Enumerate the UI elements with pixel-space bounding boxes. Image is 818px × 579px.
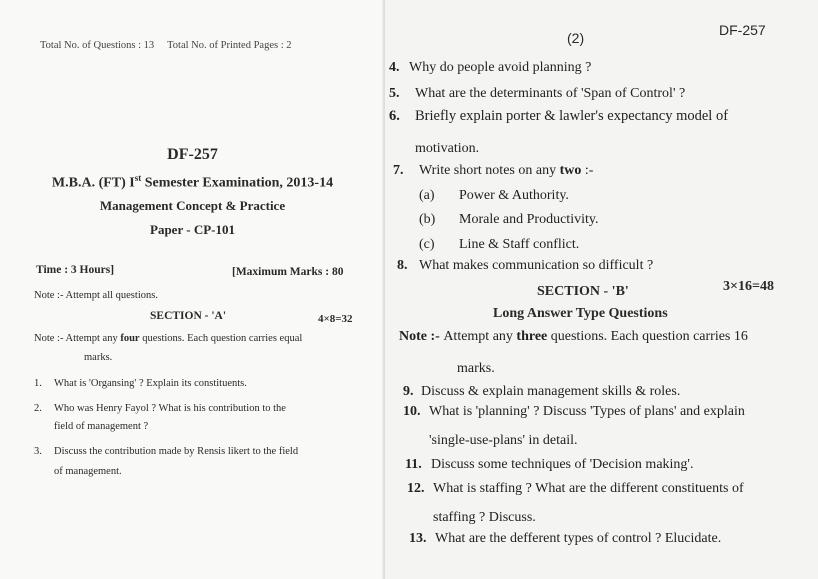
question-11 bbox=[405, 457, 693, 473]
question-text-suffix: :- bbox=[581, 163, 594, 178]
question-8 bbox=[397, 258, 653, 274]
note-text: Attempt any bbox=[443, 329, 517, 344]
subitem-b bbox=[419, 212, 598, 228]
question-text: What is 'planning' ? Discuss 'Types of plans' and explain bbox=[429, 404, 745, 419]
question-text: Discuss & explain management skills & roles. bbox=[421, 384, 681, 399]
subitem-label: (c) bbox=[419, 237, 435, 252]
section-a-note bbox=[34, 333, 302, 344]
question-1 bbox=[34, 378, 247, 389]
section-b-note-line2: marks. bbox=[457, 361, 495, 376]
question-2 bbox=[34, 403, 286, 414]
question-6 bbox=[389, 108, 728, 125]
subitem-text: Power & Authority. bbox=[459, 188, 569, 203]
section-b-heading: SECTION - 'B' bbox=[537, 284, 629, 299]
question-text: What makes communication so difficult ? bbox=[419, 258, 654, 273]
note-prefix: Note :- Attempt any bbox=[34, 333, 121, 344]
question-number: 7. bbox=[393, 163, 404, 178]
question-number: 9. bbox=[403, 384, 414, 399]
note-bold-count: four bbox=[120, 333, 140, 344]
note-suffix: questions. Each question carries equal bbox=[139, 333, 303, 344]
section-a-note-line2: marks. bbox=[84, 352, 113, 363]
question-text: Why do people avoid planning ? bbox=[409, 60, 592, 75]
note-label: Note :- bbox=[399, 329, 444, 344]
question-number: 2. bbox=[34, 403, 42, 414]
question-number: 5. bbox=[389, 86, 400, 101]
question-9 bbox=[403, 384, 680, 400]
exam-title-suffix: Semester Examination, 2013-14 bbox=[141, 175, 334, 191]
question-number: 12. bbox=[407, 481, 425, 496]
question-text: Discuss the contribution made by Rensis likert to the field bbox=[54, 446, 299, 457]
question-text: Who was Henry Fayol ? What is his contribution to the bbox=[54, 403, 286, 414]
question-number: 4. bbox=[389, 60, 400, 75]
question-2-line2: field of management ? bbox=[54, 421, 149, 432]
subitem-label: (b) bbox=[419, 212, 436, 227]
question-text: Briefly explain porter & lawler's expectancy model of bbox=[415, 108, 729, 124]
paper-code: DF-257 bbox=[167, 146, 218, 163]
question-10-line2: 'single-use-plans' in detail. bbox=[429, 433, 578, 448]
question-4 bbox=[389, 60, 591, 76]
question-text: What are the determinants of 'Span of Control' ? bbox=[415, 86, 686, 101]
section-b-marks: 3×16=48 bbox=[723, 279, 774, 294]
subitem-label: (a) bbox=[419, 188, 435, 203]
question-number: 6. bbox=[389, 108, 400, 124]
question-3 bbox=[34, 446, 298, 457]
section-a-heading: SECTION - 'A' bbox=[150, 310, 227, 322]
question-number: 11. bbox=[405, 457, 422, 472]
question-3-line2: of management. bbox=[54, 466, 122, 477]
question-text: What is staffing ? What are the different constituents of bbox=[433, 481, 744, 496]
time-label: Time : 3 Hours] bbox=[36, 264, 115, 276]
note-text-suffix: questions. Each question carries 16 bbox=[547, 329, 748, 344]
long-answer-heading: Long Answer Type Questions bbox=[493, 306, 668, 321]
subitem-c bbox=[419, 237, 579, 253]
section-a-marks: 4×8=32 bbox=[318, 313, 353, 325]
question-text: What are the defferent types of control ? Elucidate. bbox=[435, 531, 722, 546]
question-text: Write short notes on any bbox=[419, 163, 560, 178]
question-12-line2: staffing ? Discuss. bbox=[433, 510, 536, 525]
question-number: 3. bbox=[34, 446, 42, 457]
paper-number: Paper - CP-101 bbox=[150, 222, 235, 237]
exam-title-prefix: M.B.A. (FT) I bbox=[51, 175, 135, 191]
subject-title: Management Concept & Practice bbox=[99, 198, 286, 213]
question-13 bbox=[409, 531, 721, 547]
exam-title bbox=[0, 173, 385, 192]
left-page bbox=[0, 0, 385, 579]
question-5 bbox=[389, 86, 685, 102]
question-10 bbox=[403, 404, 745, 420]
paper-code-right: DF-257 bbox=[719, 22, 766, 38]
question-number: 10. bbox=[403, 404, 421, 419]
exam-title-sup: st bbox=[134, 173, 142, 183]
page-number: (2) bbox=[567, 30, 585, 46]
subitem-text: Line & Staff conflict. bbox=[459, 237, 580, 252]
max-marks-label: [Maximum Marks : 80 bbox=[232, 266, 344, 278]
question-bold-count: two bbox=[559, 163, 582, 178]
note-attempt-all: Note :- Attempt all questions. bbox=[34, 290, 158, 301]
right-page bbox=[385, 0, 818, 579]
subitem-text: Morale and Productivity. bbox=[459, 212, 599, 227]
question-text: Discuss some techniques of 'Decision making'. bbox=[431, 457, 694, 472]
question-12 bbox=[407, 481, 744, 497]
page-header-counts: Total No. of Questions : 13 Total No. of Printed Pages : 2 bbox=[40, 40, 292, 51]
note-bold-count: three bbox=[516, 329, 548, 344]
subitem-a bbox=[419, 188, 569, 204]
question-number: 1. bbox=[34, 378, 42, 389]
question-7 bbox=[393, 163, 593, 179]
question-text: What is 'Organsing' ? Explain its constituents. bbox=[54, 378, 247, 389]
question-6-line2: motivation. bbox=[415, 141, 480, 156]
question-number: 13. bbox=[409, 531, 427, 546]
section-b-note bbox=[399, 329, 748, 345]
question-number: 8. bbox=[397, 258, 408, 273]
